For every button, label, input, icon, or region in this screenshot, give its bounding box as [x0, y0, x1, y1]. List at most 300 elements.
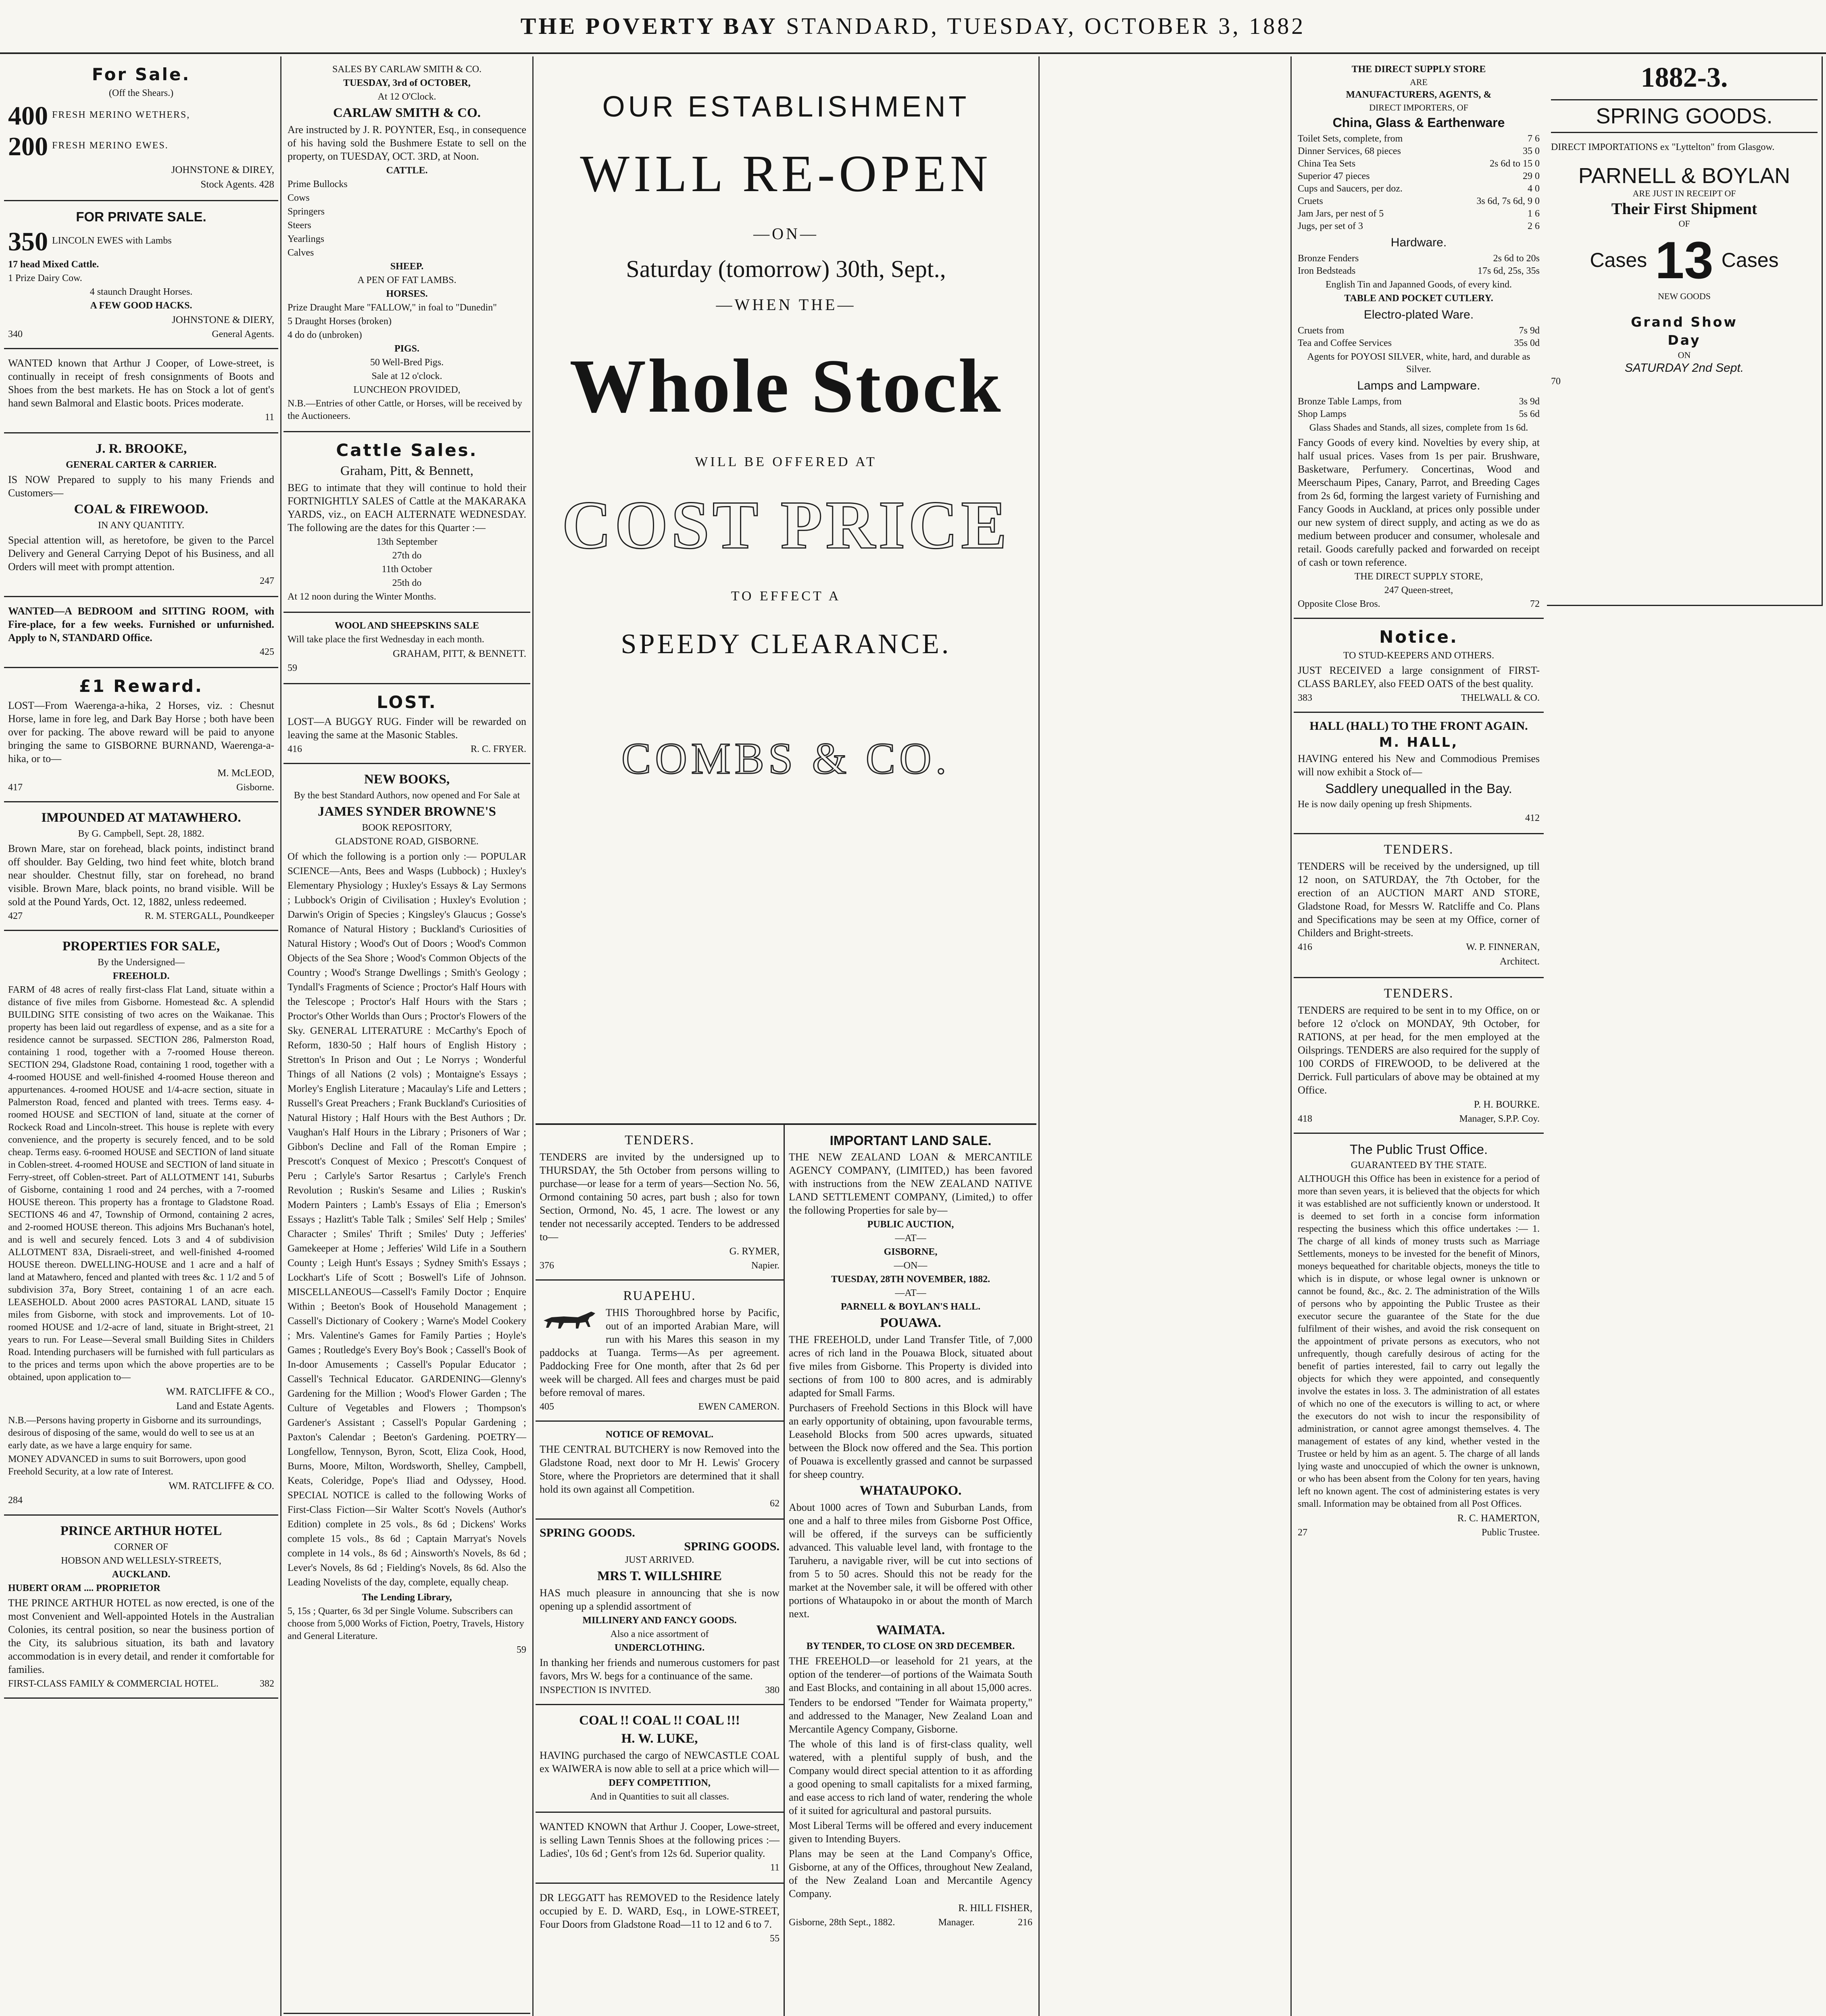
- ad-heading: TENDERS.: [1384, 986, 1454, 1001]
- ad-feature: MILLINERY AND FANCY GOODS.: [582, 1615, 737, 1626]
- quantity: 400: [8, 101, 48, 131]
- column-3a: [536, 1125, 785, 2016]
- column-4: [1294, 56, 1544, 2016]
- price-item: Superior 47 pieces: [1298, 171, 1370, 181]
- ad-number: 428: [259, 179, 274, 190]
- list-item: 11th October: [381, 564, 432, 575]
- tenders-ormond-ad: [536, 1125, 784, 1281]
- ad-feature: PARNELL & BOYLAN'S HALL.: [840, 1302, 981, 1312]
- section-heading: CATTLE.: [386, 165, 428, 176]
- combs-firm-name: COMBS & CO.: [621, 734, 951, 783]
- list-item: Prize Draught Mare "FALLOW," in foal to "Dunedin": [288, 302, 497, 313]
- ad-body: THIS Thoroughbred horse by Pacific, out of an imported Arabian Mare, will run with his Mares this season in my paddocks at Tuanga. Terms—As per agreement. Paddocking Free for One month, after that 2s 6d per week will be charged. All fees and charges must be paid before removal of mares.: [540, 1307, 780, 1398]
- ad-heading: HALL (HALL) TO THE FRONT AGAIN.: [1309, 719, 1528, 733]
- ad-feature: Saddlery unequalled in the Bay.: [1325, 781, 1512, 796]
- column-3: [536, 56, 1036, 2016]
- cost-price-heading: COST PRICE: [562, 487, 1010, 563]
- price-item: Dinner Services, 68 pieces: [1298, 146, 1401, 156]
- price-item: Tea and Coffee Services: [1298, 338, 1392, 348]
- ad-footer: [1298, 1113, 1540, 1125]
- ad-number: 11: [265, 412, 274, 423]
- ad-body: HAS much pleasure in announcing that she is now opening up a splendid assortment of: [540, 1587, 780, 1612]
- ad-subheading: GENERAL CARTER & CARRIER.: [66, 460, 217, 470]
- ad-feature: UNDERCLOTHING.: [614, 1643, 705, 1653]
- ad-connector: ARE: [1410, 77, 1428, 87]
- ad-signature: GRAHAM, PITT, & BENNETT.: [393, 648, 526, 659]
- price-item: Toilet Sets, complete, from: [1298, 133, 1403, 144]
- price-row: [1298, 145, 1540, 158]
- price-row: [1298, 265, 1540, 277]
- ad-footer: [288, 743, 526, 756]
- ad-footer: [8, 328, 274, 341]
- ad-heading: Cattle Sales.: [336, 440, 478, 460]
- price-row: [1298, 325, 1540, 337]
- spring-goods-center: [1547, 56, 1823, 605]
- brooke-ad: [4, 433, 278, 597]
- price-item: Cruets from: [1298, 325, 1344, 336]
- ad-body: MONEY ADVANCED in sums to suit Borrowers, upon good Freehold Security, at a low rate of Interest.: [8, 1454, 246, 1477]
- ad-subheading: FREEHOLD.: [113, 971, 170, 981]
- ad-subheading: GUARANTEED BY THE STATE.: [1351, 1160, 1487, 1170]
- column-1: [4, 56, 278, 2016]
- ad-number: 412: [1525, 813, 1540, 823]
- column-rule: [280, 56, 281, 2016]
- ad-signature: JOHNSTONE & DIREY,: [171, 165, 274, 175]
- section-heading: PIGS.: [394, 344, 419, 354]
- ad-body: And in Quantities to suit all classes.: [590, 1791, 729, 1802]
- item-text: A FEW GOOD HACKS.: [90, 300, 192, 311]
- ad-signature-line: [8, 178, 274, 191]
- cases-word: Cases: [1721, 249, 1779, 271]
- wool-sale-ad: [283, 613, 530, 684]
- ad-feature: DEFY COMPETITION,: [609, 1778, 711, 1788]
- ad-signature: R. C. HAMERTON,: [1457, 1513, 1540, 1524]
- column-rule: [532, 56, 534, 2016]
- reward-ad: [4, 668, 278, 802]
- ad-footer: [1298, 1527, 1540, 1539]
- column-rule: [1038, 56, 1040, 2016]
- ad-signature: R. M. STERGALL, Poundkeeper: [144, 911, 274, 921]
- ad-number: 70: [1551, 376, 1561, 387]
- item-text: LINCOLN EWES with Lambs: [52, 235, 172, 246]
- ad-number: 27: [1298, 1527, 1307, 1538]
- ad-body: Of which the following is a portion only :— POPULAR SCIENCE—Ants, Bees and Wasps (Lubbock) ; Huxley's Elementary Physiology ; Huxley's Essays & Lay Sermons ; Lubbock's Origin of Civilisation ; Huxley's Evolution ; Darwin's Origin of Species ; Kingsley's Glaucus ; Gosse's Romance of Natural History ; Buckland's Curiosities of Natural History ; Wood's Out of Doors ; Wood's Common Objects of the Sea Shore ; Wood's Common Objects of the Country ; Wood's Strange Dwellings ; Smith's Geology ; Tyndall's Fragments of Science ; Proctor's Half Hours with the Telescope ; Proctor's Half Hours with the Stars ; Proctor's Other Worlds than Ours ; Proctor's Flowers of the Sky. GENERAL LITERATURE : McCarthy's Epoch of Reform, 1830-50 ; Half hours of English History ; Stretton's In Prison and Out ; Le Norrys ; Wonderful Things of all Nations (2 vols) ; Montaigne's Essays ; Morley's English Literature ; Macaulay's Life and Letters ; Russell's Great Preachers ; Frank Buckland's Curiosities of Natural History ; Half Hours with the Best Authors ; Dr. Vaughan's Half Hours in the Library ; Prisoners of War ; Gibbon's Decline and Fall of the Roman Empire ; Prescott's Conquest of Mexico ; Prescott's Conquest of Peru ; Carlyle's Sartor Resartus ; Carlyle's French Revolution ; Ruskin's Sesame and Lilies ; Ruskin's Modern Painters ; Lamb's Essays of Elia ; Emerson's Essays ; Hazlitt's Table Talk ; Smiles' Self Help ; Smiles' Character ; Smiles' Thrift ; Smiles' Duty ; Jefferies' Gamekeeper at Home ; Jefferies' Wild Life in a Southern County ; Leigh Hunt's Essays ; Sydney Smith's Essays ; Lockhart's Life of Scott ; Boswell's Life of Johnson. MISCELLANEOUS—Cassell's Family Doctor ; Enquire Within ; Beeton's Book of Household Management ; Cassell's Dictionary of Cookery ; Warne's Model Cookery ; Mrs. Valentine's Games for Family Parties ; Hoyle's Games ; Routledge's Every Boy's Book ; Cassell's Book of In-door Amusements ; Cassell's Popular Educator ; Cassell's Technical Educator. GARDENING—Glenny's Gardening for the Million ; Wood's Flower Garden ; The Culture of Vegetables and Flowers ; Thompson's Gardener's Assistant ; Cassell's Popular Gardening ; Paxton's Calendar ; Beeton's Gardening. POETRY—Longfellow, Tennyson, Byron, Scott, Eliza Cook, Hood, Burns, Moore, Milton, Wordsworth, Shelley, Campbell, Keats, Coleridge, Pope's Iliad and Odyssey, Hood. SPECIAL NOTICE is called to the following Works of First-Class Fiction—Sir Walter Scott's Novels (Author's Edition) complete in 25 vols., 8s 6d ; Dickens' Works complete 15 vols., 8s 6d ; Captain Marryat's Novels complete in 14 vols., 8s 6d ; Ainsworth's Novels, 8s 6d ; Lever's Novels, 8s 6d ; Fielding's Novels, 8s 6d. Also the Leading Novelists of the day, complete, equally cheap.: [288, 851, 526, 1588]
- price-value: 2 6: [1528, 221, 1540, 231]
- price-value: 2s 6d to 20s: [1493, 253, 1540, 264]
- list-item: 27th do: [392, 550, 422, 561]
- ad-body: 5, 15s ; Quarter, 6s 3d per Single Volume. Subscribers can choose from 5,000 Works of Fiction, Poetry, Travels, History and General Literature.: [288, 1606, 524, 1641]
- price-row: [1298, 396, 1540, 408]
- ad-feature: Their First Shipment: [1611, 200, 1757, 218]
- agent-title: General Agents.: [212, 329, 274, 339]
- ad-subheading: NEW GOODS: [1658, 291, 1711, 301]
- ad-body: BEG to intimate that they will continue to hold their FORTNIGHTLY SALES of Cattle at the MAKARAKA YARDS, viz., on EACH ALTERNATE WEDNESDAY. The following are the dates for this Quarter :—: [288, 482, 526, 533]
- combs-display-ad: [536, 56, 1036, 1125]
- removal-ad: [536, 1422, 784, 1520]
- column-3b: [785, 1125, 1036, 2016]
- column-2: [283, 56, 530, 2016]
- agent-title: Stock Agents.: [200, 179, 257, 190]
- ad-place: Gisborne.: [236, 782, 274, 793]
- price-value: 3s 6d, 7s 6d, 9 0: [1476, 196, 1540, 206]
- tenders-mart-ad: [1294, 834, 1544, 978]
- ad-connector: OF: [1678, 219, 1690, 229]
- grand-show-heading: Day: [1668, 332, 1701, 348]
- coal-ad: [536, 1705, 784, 1813]
- ad-number: 416: [1298, 942, 1312, 952]
- ad-signature: THE DIRECT SUPPLY STORE,: [1354, 571, 1483, 582]
- ad-connector: Also a nice assortment of: [610, 1629, 709, 1639]
- list-item: Calves: [288, 248, 314, 258]
- right-column: [1547, 56, 1823, 2016]
- ad-subheading: IN ANY QUANTITY.: [98, 520, 184, 531]
- firm-name: PARNELL & BOYLAN: [1578, 164, 1791, 188]
- carlaw-smith-ad: [283, 56, 530, 432]
- price-item: Glass Shades and Stands, all sizes, complete from 1s 6d.: [1309, 423, 1528, 433]
- season-year: 1882-3.: [1640, 62, 1728, 93]
- price-value: 35 0: [1523, 146, 1540, 156]
- ad-body: JUST RECEIVED a large consignment of FIRST-CLASS BARLEY, also FEED OATS of the best quality.: [1298, 664, 1540, 689]
- ad-signature: G. RYMER,: [729, 1246, 780, 1257]
- ad-subheading: TUESDAY, 3rd of OCTOBER,: [343, 78, 471, 88]
- ad-number: 55: [770, 1933, 780, 1944]
- spring-goods-ad: [1547, 56, 1823, 606]
- ad-number: 382: [260, 1679, 274, 1689]
- list-item: Yearlings: [288, 234, 324, 244]
- ad-body: FARM of 48 acres of really first-class Flat Land, situate within a distance of five miles from Gisborne. Homestead &c. A splendid BUILDING SITE consisting of two acres on the Waikanae. This property has been laid out regardless of expense, and as a site for a residence cannot be surpassed. SECTION 286, Palmerston Road, containing 1 rood, together with a 7-roomed House thereon. SECTION 294, Gladstone Road, containing 1 rood, together with a 4-roomed HOUSE and well-finished 4-roomed House thereon and appurtenances. 4-roomed HOUSE and 1/4-acre section, situate in Palmerston Road, fenced and planted with trees. Terms easy. 4-roomed HOUSE and SECTION of land, situate at the corner of Rockeck Road and Lincoln-street. This house is replete with every convenience, and the property is securely fenced, and to be sold cheap. Terms easy. 6-roomed HOUSE and SECTION of land situate in Coblen-street. 4-roomed HOUSE and SECTION of land situate in Ferry-street, off Coblen-street. Part of ALLOTMENT 141, Suburbs of Gisborne, containing 1 rood and 24 perches, with a 7-roomed HOUSE thereon. This property has a frontage to Gladstone Road. SECTIONS 46 and 47, Township of Ormond, containing 2 acres, and 2-roomed HOUSE thereon. This adjoins Mrs Buchanan's hotel, and is well and securely fenced. Lots 3 and 4 of subdivision ALLOTMENT 83A, Disraeli-street, and well-finished 4-roomed HOUSE thereon. DWELLING-HOUSE and 1 acre and a half of land at Matawhero, fenced and planted with trees &c. 1 1/2 and 5 of subdivision 37a, Bory Street, containing 1 of an acre each. LEASEHOLD. About 2000 acres PASTORAL LAND, situate 15 miles from Gisborne, with stock and improvements. Lot of 10-roomed HOUSE and 1/2-acre of land, situate in Bright-street, 21 years to run. For Lease—Several small Building Sites in Childers Road. Intending purchasers will be furnished with full particulars as to the prices and terms upon which the above properties are to be obtained, upon application to—: [8, 985, 274, 1383]
- ad-role: Public Trustee.: [1481, 1527, 1540, 1538]
- ad-body: THE FREEHOLD, under Land Transfer Title, of 7,000 acres of rich land in the Pouawa Block, situated about five miles from Gisborne. This Property is divided into sections of from 100 to 800 acres, and is admirably adapted for Small Farms.: [789, 1334, 1032, 1399]
- ad-heading: SPRING GOODS.: [540, 1526, 635, 1539]
- quantity: 200: [8, 132, 48, 161]
- ad-body: Are instructed by J. R. POYNTER, Esq., in consequence of his having sold the Bushmere Estate to sell on the property, on TUESDAY, OCT. 3RD, at Noon.: [288, 124, 526, 162]
- ad-body: TENDERS will be received by the undersigned, up till 12 noon, on SATURDAY, the 7th October, for the erection of an AUCTION MART AND STORE, Gladstone Road, for Messrs W. Ratcliffe and Co. Plans and Specifications may be seen at my Office, corner of Childers and Bright-streets.: [1298, 860, 1540, 939]
- impounded-ad: [4, 802, 278, 931]
- ad-body: Plans may be seen at the Land Company's Office, Gisborne, at any of the Offices, throughout New Zealand, of the New Zealand Loan and Mercantile Agency Company.: [789, 1848, 1032, 1899]
- list-item: 13th September: [376, 537, 438, 547]
- list-item: Cows: [288, 193, 310, 203]
- masthead: [0, 0, 1826, 54]
- ad-heading: WOOL AND SHEEPSKINS SALE: [334, 621, 479, 631]
- ad-body: LOST—A BUGGY RUG. Finder will be rewarded on leaving the same at the Masonic Stables.: [288, 716, 526, 741]
- section-heading: Lamps and Lampware.: [1357, 379, 1480, 392]
- ad-heading: IMPOUNDED AT MATAWHERO.: [41, 810, 241, 825]
- price-value: 29 0: [1523, 171, 1540, 181]
- item-text: 1 Prize Dairy Cow.: [8, 273, 82, 283]
- land-sale-ad: [785, 1125, 1036, 1936]
- price-item: English Tin and Japanned Goods, of every kind.: [1326, 279, 1512, 290]
- ad-footer: [8, 1678, 274, 1690]
- public-trust-ad: [1294, 1134, 1544, 1546]
- bedroom-ad: [4, 597, 278, 668]
- reopen-date: Saturday (tomorrow) 30th, Sept.,: [626, 256, 946, 282]
- ad-body: Fancy Goods of every kind. Novelties by every ship, at half usual prices. Vases from 1s per pair. Brushware, Basketware, Perfumery. Concertinas, Wood and Meerschaum Pipes, Canary, Parrot, and Breeding Cages from 2s 6d, forming the largest variety of Furnishing and Fancy Goods in Auckland, at prices only possible under our new system of direct supply, and acting as we do as medium between producer and consumer, wholesale and retail. Goods carefully packed and forwarded on receipt of cash or town reference.: [1298, 437, 1540, 568]
- ad-subheading: By the best Standard Authors, now opened and For Sale at: [294, 790, 520, 801]
- ad-body: LOST—From Waerenga-a-hika, 2 Horses, viz. : Chesnut Horse, lame in fore leg, and Dark Bay Horse ; both have been over for packing. The above reward will be paid to anyone bringing the same to GISBORNE BURNAND, Waerenga-a-hika, or to—: [8, 700, 274, 764]
- ad-signature: THELWALL & CO.: [1461, 693, 1540, 703]
- leggatt-ad: [536, 1884, 784, 1954]
- section-heading: Hardware.: [1390, 236, 1447, 249]
- list-item: 50 Well-Bred Pigs.: [370, 357, 444, 368]
- whole-stock-heading: Whole Stock: [569, 344, 1003, 429]
- list-item: Sale at 12 o'clock.: [371, 371, 442, 381]
- price-row: [1298, 252, 1540, 265]
- masthead-title: THE POVERTY BAY: [520, 13, 778, 39]
- price-value: 35s 0d: [1514, 338, 1540, 348]
- list-item: Steers: [288, 220, 311, 231]
- ad-number: 59: [288, 663, 297, 673]
- ad-footer: [1298, 941, 1540, 954]
- ad-number: 405: [540, 1402, 554, 1412]
- ad-footer: [1298, 598, 1540, 610]
- ad-heading: TENDERS.: [1384, 842, 1454, 857]
- new-books-ad: [283, 764, 530, 2014]
- ad-subheading: SALES BY CARLAW SMITH & CO.: [332, 64, 482, 75]
- list-item: Springers: [288, 206, 325, 217]
- ad-subheading: Graham, Pitt, & Bennett,: [340, 464, 473, 478]
- ad-heading: THE DIRECT SUPPLY STORE: [1351, 64, 1486, 75]
- ad-body: DR LEGGATT has REMOVED to the Residence lately occupied by E. D. WARD, Esq., in LOWE-STREET, Four Doors from Gladstone Road—11 to 12 and 6 to 7.: [540, 1892, 780, 1930]
- ad-heading: FOR PRIVATE SALE.: [76, 209, 206, 224]
- prince-arthur-ad: [4, 1516, 278, 1699]
- ad-role: Manager, S.P.P. Coy.: [1459, 1114, 1540, 1124]
- ad-heading: COAL !! COAL !! COAL !!!: [579, 1713, 740, 1728]
- ad-signature: Land and Estate Agents.: [176, 1401, 274, 1412]
- item-text: FRESH MERINO WETHERS,: [52, 109, 190, 120]
- price-item: Cruets: [1298, 196, 1323, 206]
- for-sale-line: [8, 101, 274, 131]
- column-rule: [1290, 56, 1292, 2016]
- ad-heading: LOST.: [377, 692, 437, 712]
- ad-heading: NOTICE OF REMOVAL.: [605, 1429, 714, 1440]
- ad-number: 72: [1530, 599, 1540, 609]
- willshire-ad: [536, 1520, 784, 1705]
- ad-subheading: MANUFACTURERS, AGENTS, &: [1346, 90, 1492, 100]
- ad-signature: WM. RATCLIFFE & CO.,: [166, 1386, 274, 1397]
- section-heading: WHATAUPOKO.: [859, 1483, 962, 1498]
- section-heading: WAIMATA.: [876, 1623, 945, 1637]
- ad-body: Brown Mare, star on forehead, black points, indistinct brand off shoulder. Bay Gelding, two hind feet white, blotch brand near shoulder. Chestnut filly, star on forehead, no brand visible. Brown Mare, black points, no brand visible. Will be sold at the Pound Yards, Oct. 12, 1882, unless redeemed.: [8, 843, 274, 908]
- for-sale-line: [8, 131, 274, 162]
- ad-feature: TUESDAY, 28TH NOVEMBER, 1882.: [831, 1274, 990, 1285]
- ad-number: 418: [1298, 1114, 1312, 1124]
- price-item: Jam Jars, per nest of 5: [1298, 208, 1384, 219]
- ad-signature: R. HILL FISHER,: [958, 1903, 1032, 1914]
- cases-word: Cases: [1590, 249, 1647, 271]
- ad-subheading: CORNER OF: [114, 1542, 169, 1552]
- ad-connector: —WHEN THE—: [716, 296, 856, 314]
- list-item: A PEN OF FAT LAMBS.: [357, 275, 456, 285]
- ad-tagline: FIRST-CLASS FAMILY & COMMERCIAL HOTEL.: [8, 1679, 219, 1689]
- ad-body: HAVING entered his New and Commodious Premises will now exhibit a Stock of—: [1298, 753, 1540, 778]
- section-heading: POUAWA.: [880, 1316, 941, 1330]
- cattle-sales-ad: [283, 432, 530, 613]
- for-sale-ad: [4, 56, 278, 201]
- ad-subheading: (Off the Shears.): [108, 88, 174, 98]
- notice-stud-ad: [1294, 619, 1544, 713]
- ad-heading: NEW BOOKS,: [364, 772, 450, 787]
- ad-body: N.B.—Persons having property in Gisborne and its surroundings, desirous of disposing of the same, would do well to see us at an early date, as we have a large enquiry for same.: [8, 1415, 261, 1451]
- item-text: FRESH MERINO EWES.: [52, 140, 169, 151]
- ad-body: DIRECT IMPORTATIONS ex "Lyttelton" from Glasgow.: [1551, 142, 1775, 152]
- ad-body: TENDERS are invited by the undersigned up to THURSDAY, the 5th October from persons willing to purchase—or lease for a term of years—Section No. 56, Ormond containing 50 acres, part bush ; also for town Section, Ormond, No. 45, 1 acre. The lowest or any tender not necessarily accepted. Tenders to be addressed to—: [540, 1151, 780, 1243]
- ad-signature: W. P. FINNERAN,: [1466, 942, 1540, 952]
- ad-body: WANTED known that Arthur J Cooper, of Lowe-street, is continually in receipt of fresh consignments of Boots and Shoes from the best markets. He has on Stock a lot of gent's hand sewn Balmoral and Elastic boots. Prices moderate.: [8, 357, 274, 409]
- ad-note: At 12 noon during the Winter Months.: [288, 591, 436, 602]
- ad-feature: PUBLIC AUCTION,: [867, 1219, 954, 1230]
- ad-footer: [540, 1260, 780, 1272]
- ad-subheading: GLADSTONE ROAD, GISBORNE.: [335, 836, 479, 847]
- ad-subheading: JUST ARRIVED.: [625, 1555, 694, 1565]
- ad-number: 62: [770, 1498, 780, 1509]
- ad-body: Will take place the first Wednesday in each month.: [288, 634, 484, 645]
- item-text: 17 head Mixed Cattle.: [8, 259, 99, 270]
- ad-body: WANTED KNOWN that Arthur J. Cooper, Lowe-street, is selling Lawn Tennis Shoes at the following prices :—Ladies', 10s 6d ; Gent's from 12s 6d. Superior quality.: [540, 1821, 780, 1859]
- section-heading: Electro-plated Ware.: [1363, 308, 1474, 321]
- ad-feature: GISBORNE,: [884, 1247, 938, 1257]
- ad-number: 417: [8, 782, 23, 793]
- ad-subheading: HUBERT ORAM .... PROPRIETOR: [8, 1583, 161, 1593]
- price-row: [1298, 220, 1540, 233]
- spring-goods-heading: SPRING GOODS.: [1551, 99, 1818, 133]
- ad-subheading: BY TENDER, TO CLOSE ON 3RD DECEMBER.: [806, 1641, 1015, 1652]
- section-heading: HORSES.: [386, 289, 428, 299]
- shop-name: H. W. LUKE,: [621, 1731, 698, 1746]
- price-item: Shop Lamps: [1298, 409, 1347, 419]
- grand-show-heading: Grand Show: [1631, 314, 1738, 330]
- list-item: 4 do do (unbroken): [288, 330, 362, 340]
- ruapehu-ad: [536, 1281, 784, 1422]
- ad-number: 216: [1017, 1917, 1032, 1928]
- ad-tagline: INSPECTION IS INVITED.: [540, 1685, 651, 1695]
- price-row: [1298, 337, 1540, 350]
- ad-subheading: HOBSON AND WELLESLY-STREETS,: [61, 1556, 221, 1566]
- ad-heading: J. R. BROOKE,: [95, 442, 187, 456]
- ad-body: Tenders to be endorsed "Tender for Waimata property," and addressed to the Manager, New Zealand Loan and Mercantile Agency Company, Gisborne.: [789, 1697, 1032, 1735]
- ad-heading: SPRING GOODS.: [684, 1540, 780, 1553]
- shop-name: MRS T. WILLSHIRE: [597, 1569, 722, 1583]
- ad-body: THE NEW ZEALAND LOAN & MERCANTILE AGENCY COMPANY, (LIMITED,) has been favored with instructions from the NEW ZEALAND NATIVE LAND SETTLEMENT COMPANY, (Limited,) to offer the following Properties for sale by—: [789, 1151, 1032, 1216]
- ad-place: Napier.: [751, 1260, 780, 1271]
- ad-number: 247: [260, 576, 274, 586]
- section-heading: TABLE AND POCKET CUTLERY.: [1344, 293, 1493, 304]
- ad-heading: CARLAW SMITH & CO.: [333, 106, 481, 120]
- ad-number: 376: [540, 1260, 554, 1271]
- price-item: Cups and Saucers, per doz.: [1298, 183, 1403, 194]
- ad-subheading: AUCKLAND.: [112, 1569, 171, 1580]
- price-row: [1298, 183, 1540, 195]
- price-row: [1298, 408, 1540, 421]
- price-item: China Tea Sets: [1298, 158, 1356, 169]
- price-item: Bronze Fenders: [1298, 253, 1359, 264]
- shop-name: JAMES SYNDER BROWNE'S: [318, 804, 496, 819]
- ad-number: 427: [8, 911, 23, 921]
- price-row: [1298, 158, 1540, 170]
- ad-body: THE CENTRAL BUTCHERY is now Removed into the Gladstone Road, next door to Mr H. Lewis' Grocery Store, where the Proprietors are determined that it shall hold its own against all Competition.: [540, 1443, 780, 1495]
- item-text: 4 staunch Draught Horses.: [90, 287, 193, 297]
- section-heading: China, Glass & Earthenware: [1332, 115, 1505, 130]
- ad-body: THE PRINCE ARTHUR HOTEL as now erected, is one of the most Convenient and Well-appointed Hotels in the Australian Colonies, its central position, so near the business portion of the City, its salubrious situation, its bath and lavatory accommodation is in every detail, and render it comfortable for families.: [8, 1597, 274, 1675]
- ad-body: Special attention will, as heretofore, be given to the Parcel Delivery and General Carrying Depot of his Business, and all Orders will meet with prompt attention.: [8, 534, 274, 573]
- ad-body: HAVING purchased the cargo of NEWCASTLE COAL ex WAIWERA is now able to sell at a price which will—: [540, 1749, 780, 1774]
- lower-split: [536, 1125, 1036, 2016]
- ad-connector: WILL BE OFFERED AT: [695, 454, 877, 469]
- ad-number: 340: [8, 329, 23, 339]
- ad-signature: M. McLEOD,: [217, 768, 274, 779]
- price-value: 3s 9d: [1519, 396, 1540, 407]
- tenders-rations-ad: [1294, 978, 1544, 1134]
- price-value: 7 6: [1528, 133, 1540, 144]
- show-date: SATURDAY 2nd Sept.: [1624, 361, 1744, 375]
- ad-number: 425: [260, 647, 274, 657]
- ad-note: N.B.—Entries of other Cattle, or Horses, will be received by the Auctioneers.: [288, 398, 522, 421]
- ad-heading: PRINCE ARTHUR HOTEL: [60, 1524, 222, 1538]
- ad-number: 284: [8, 1495, 23, 1506]
- ad-connector: —ON—: [894, 1260, 928, 1271]
- ad-body: In thanking her friends and numerous customers for past favors, Mrs W. begs for a continuance of the same.: [540, 1657, 780, 1682]
- ad-body: TENDERS are required to be sent in to my Office, on or before 12 o'clock on MONDAY, 9th October, for RATIONS, at per head, for the men employed at the Oilsprings. TENDERS are also required for the supply of 100 CORDS of FIREWOOD, to be delivered at the Derrick. Full particulars of above may be obtained at my Office.: [1298, 1004, 1540, 1096]
- ad-number: 380: [765, 1685, 780, 1695]
- ad-heading: The Public Trust Office.: [1349, 1142, 1488, 1157]
- ad-number: 59: [517, 1645, 526, 1655]
- ad-signature: WM. RATCLIFFE & CO.: [169, 1481, 274, 1491]
- ad-signature: R. C. FRYER.: [470, 744, 526, 754]
- ad-body: THE FREEHOLD—or leasehold for 21 years, at the option of the tenderer—of portions of the Waimata South and East Blocks, and containing in all about 15,000 acres.: [789, 1655, 1032, 1693]
- ad-subheading: By G. Campbell, Sept. 28, 1882.: [78, 829, 204, 839]
- price-row: [1298, 170, 1540, 183]
- price-value: 4 0: [1528, 183, 1540, 194]
- ad-heading: RUAPEHU.: [623, 1289, 696, 1303]
- ad-feature: COAL & FIREWOOD.: [74, 502, 208, 516]
- price-row: [1298, 208, 1540, 220]
- price-row: [1298, 133, 1540, 145]
- ad-connector: ON: [1678, 350, 1691, 360]
- wanted-cooper-ad: [4, 349, 278, 433]
- price-value: 5s 6d: [1519, 409, 1540, 419]
- ad-address: 247 Queen-street,: [1384, 585, 1453, 596]
- shop-name: M. HALL,: [1379, 734, 1459, 750]
- ad-role: Manager.: [938, 1917, 975, 1928]
- price-item: Iron Bedsteads: [1298, 266, 1356, 276]
- reopen-heading: WILL RE-OPEN: [580, 145, 992, 203]
- list-item: 5 Draught Horses (broken): [288, 316, 392, 327]
- ad-signature: JOHNSTONE & DIERY,: [172, 314, 274, 325]
- price-value: 17s 6d, 25s, 35s: [1477, 266, 1540, 276]
- ad-heading: TENDERS.: [625, 1133, 694, 1148]
- properties-ad: [4, 931, 278, 1516]
- ad-heading: £1 Reward.: [79, 676, 203, 696]
- price-value: 7s 9d: [1519, 325, 1540, 336]
- cases-line: [1551, 230, 1818, 290]
- ad-footer: [8, 781, 274, 794]
- ad-body: ALTHOUGH this Office has been in existence for a period of more than seven years, it is believed that the objects for which it was established are not sufficiently known or understood. It is deemed to set forth in a concise form information respecting the business which this office undertakes :— 1. The charge of all kinds of money trusts such as Marriage Settlements, moneys to be invested for the benefit of Minors, moneys bequeathed for charitable objects, moneys the title to which is in dispute, or whose legal owner is unknown or cannot be found, &c., &c. 2. The administration of the Wills of persons who by appointing the Public Trustee as their executor secure the guarantee of the State for the due fulfilment of their wishes, and avoid the risk consequent on the appointment of private persons as executors, who not unfrequently, though carefully desirous of acting for the benefit of parties interested, fail to carry out legally the objects for which they were appointed, and consequently involve the estates in loss. 3. The administration of all estates of which no one of the executors is willing to act, or where the executors do not wish to incur the responsibility of administration, or cannot agree amongst themselves. 4. The management of estates of any kind, whether vested in the Trustee or held by him as an agent. 5. The charge of all lands lying waste and unoccupied of which the owner is unknown, or who has been absent from the Colony for ten years, having left no known agent. The cost of administering estates is very small. Information may be obtained from all Post Offices.: [1298, 1174, 1540, 1509]
- private-sale-ad: [4, 201, 278, 349]
- ad-footer: [540, 1684, 780, 1697]
- ad-signature: P. H. BOURKE.: [1474, 1099, 1540, 1110]
- list-item: Prime Bullocks: [288, 179, 348, 190]
- ad-body: WANTED—A BEDROOM and SITTING ROOM, with Fire-place, for a few weeks. Furnished or unfurnished. Apply to N, STANDARD Office.: [8, 605, 274, 644]
- list-item: 25th do: [392, 578, 422, 588]
- ad-footer: [540, 1401, 780, 1413]
- list-item: LUNCHEON PROVIDED,: [353, 385, 461, 395]
- ad-connector: TO EFFECT A: [731, 589, 841, 604]
- ad-connector: —AT—: [895, 1288, 926, 1298]
- ad-body: IS NOW Prepared to supply to his many Friends and Customers—: [8, 474, 274, 499]
- ad-body: Purchasers of Freehold Sections in this Block will have an early opportunity of obtaining, upon favourable terms, Leasehold Blocks from 500 acres upwards, situated between the Block now offered and the Sea. This portion of Pouawa is excellently grassed and cannot be surpassed for sheep country.: [789, 1402, 1032, 1480]
- ad-connector: —ON—: [753, 225, 819, 243]
- price-item: Agents for POYOSI SILVER, white, hard, and durable as Silver.: [1307, 352, 1530, 375]
- speedy-clearance: SPEEDY CLEARANCE.: [621, 629, 951, 660]
